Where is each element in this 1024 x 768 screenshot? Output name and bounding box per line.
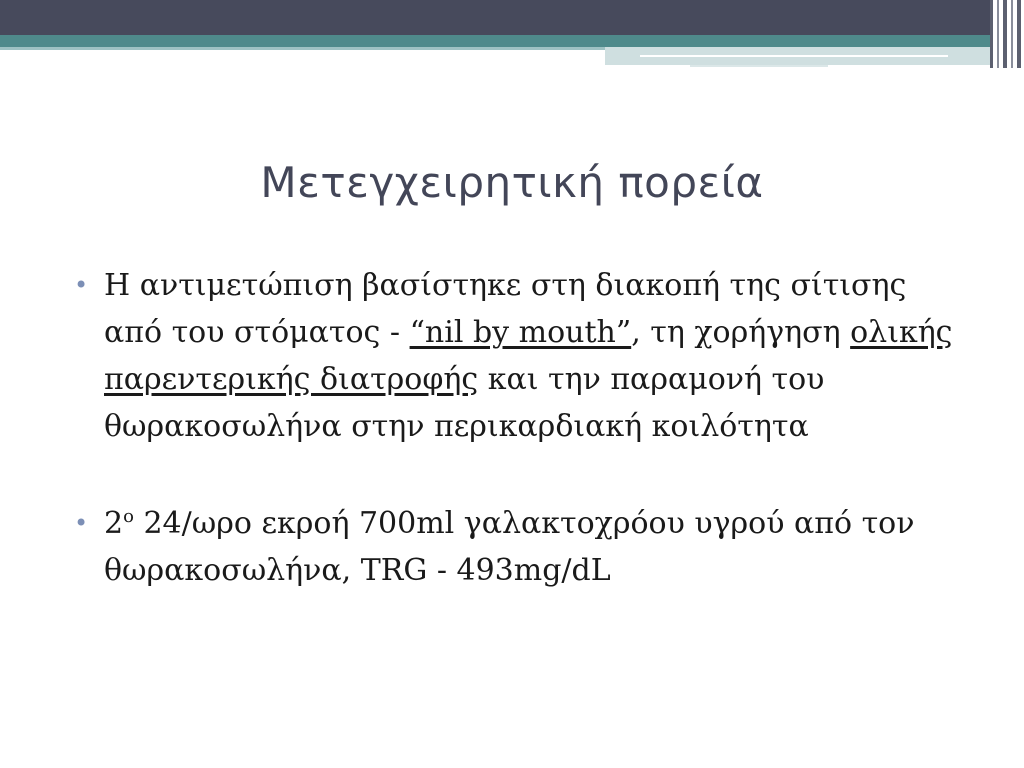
underlined-term: “nil by mouth” <box>409 315 632 350</box>
slide-title: Μετεγχειρητική πορεία <box>260 158 764 207</box>
rail <box>1003 0 1007 68</box>
superscript: ο <box>123 506 134 527</box>
bullet-item <box>74 262 954 450</box>
bullet-text: , τη χορήγηση <box>631 315 851 350</box>
bullet-list <box>74 262 954 644</box>
accent-band <box>0 35 1000 47</box>
header-band <box>0 0 1024 35</box>
rail <box>1011 0 1013 68</box>
rail <box>990 0 993 68</box>
decorative-rails <box>990 0 1024 68</box>
bullet-text: και την παραμονή του θωρακοσωλήνα στην περικαρδιακή κοιλότητα <box>104 362 825 444</box>
bullet-icon: • <box>74 271 89 299</box>
bullet-text: 24/ωρο εκροή 700ml γαλακτοχρόου υγρού από τον θωρακοσωλήνα, TRG - 493mg/dL <box>104 506 915 588</box>
bullet-text: 2 <box>104 506 124 541</box>
accent-line <box>0 47 605 50</box>
rail <box>1017 0 1021 68</box>
bullet-text: Η αντιμετώπιση βασίστηκε στη διακοπή της σίτισης από του στόματος - <box>104 268 907 350</box>
decorative-line <box>640 55 948 57</box>
bullet-item <box>74 500 954 594</box>
bullet-icon: • <box>74 509 89 537</box>
underlined-term: ολικής παρεντερικής διατροφής <box>104 315 953 397</box>
rail <box>997 0 999 68</box>
decorative-line <box>690 65 828 67</box>
